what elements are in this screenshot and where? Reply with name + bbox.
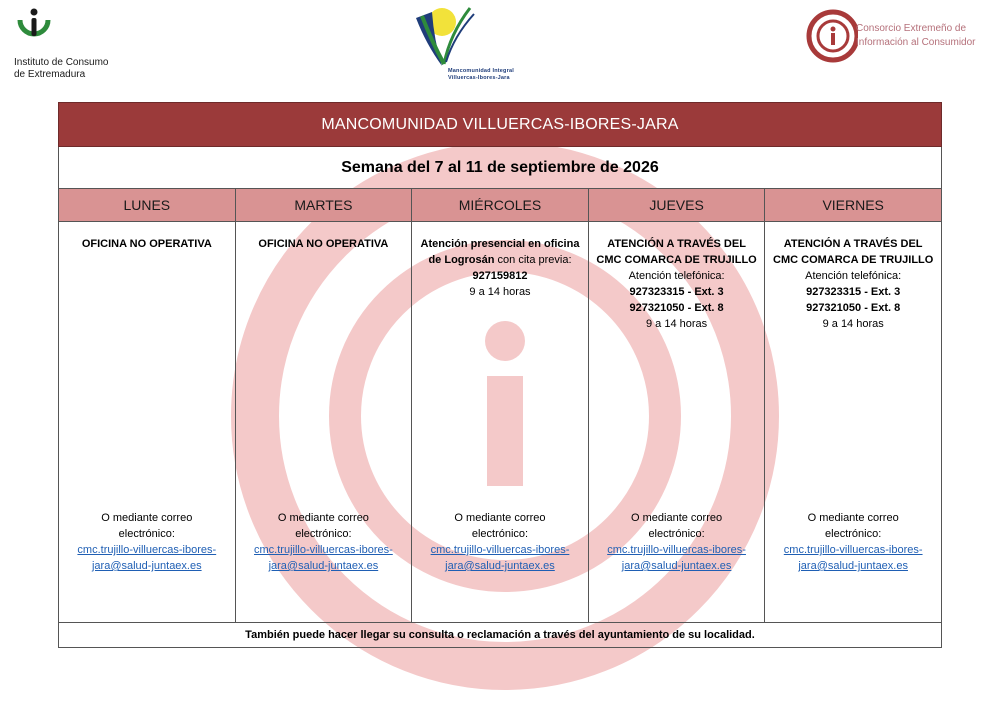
appointment-note: con cita previa: bbox=[494, 254, 572, 266]
mancomunidad-logo-line1: Mancomunidad Integral bbox=[448, 68, 514, 74]
email-contact bbox=[769, 510, 937, 574]
office-status: OFICINA NO OPERATIVA bbox=[258, 238, 389, 250]
consorcio-logo-line2: Información al Consumidor bbox=[856, 37, 976, 48]
week-label: Semana del 7 al 11 de septiembre de 2026 bbox=[58, 147, 942, 188]
office-hours: 9 a 14 horas bbox=[822, 318, 884, 330]
email-intro-2: electrónico: bbox=[295, 528, 352, 540]
service-label: ATENCIÓN A TRAVÉS DEL CMC COMARCA DE TRUJILLO bbox=[773, 238, 934, 266]
email-link[interactable] bbox=[63, 542, 231, 574]
day-header-miercoles: MIÉRCOLES bbox=[411, 189, 588, 221]
consorcio-emblem-icon bbox=[806, 8, 858, 64]
in-person-label: Atención presencial en oficina de Logrosán bbox=[420, 238, 580, 266]
email-link-line2[interactable]: jara@salud-juntaex.es bbox=[91, 560, 202, 572]
email-link-line2[interactable]: jara@salud-juntaex.es bbox=[268, 560, 379, 572]
email-link-line2[interactable]: jara@salud-juntaex.es bbox=[798, 560, 908, 572]
day-cell-lunes bbox=[59, 222, 235, 622]
instituto-logo-line2: de Extremadura bbox=[14, 69, 86, 80]
email-contact bbox=[593, 510, 761, 574]
day-header-viernes: VIERNES bbox=[764, 189, 941, 221]
phone-number-2: 927321050 - Ext. 8 bbox=[806, 302, 901, 314]
email-link-line1[interactable]: cmc.trujillo-villuercas-ibores- bbox=[430, 544, 570, 556]
email-intro-1: O mediante correo bbox=[631, 512, 723, 524]
phone-label: Atención telefónica: bbox=[805, 270, 902, 282]
phone-number: 927159812 bbox=[472, 270, 528, 282]
email-contact bbox=[63, 510, 231, 574]
instituto-consumo-logo bbox=[14, 6, 144, 81]
email-intro-2: electrónico: bbox=[825, 528, 882, 540]
schedule-title: MANCOMUNIDAD VILLUERCAS-IBORES-JARA bbox=[58, 102, 942, 147]
days-header bbox=[58, 188, 942, 222]
day-cell-jueves bbox=[588, 222, 765, 622]
email-intro-2: electrónico: bbox=[471, 528, 529, 540]
day-cell-miercoles bbox=[411, 222, 588, 622]
phone-number-1: 927323315 - Ext. 3 bbox=[806, 286, 901, 298]
office-hours: 9 a 14 horas bbox=[469, 286, 531, 298]
email-intro-2: electrónico: bbox=[118, 528, 175, 540]
email-intro-1: O mediante correo bbox=[807, 512, 899, 524]
email-link[interactable] bbox=[240, 542, 408, 574]
service-label: ATENCIÓN A TRAVÉS DEL CMC COMARCA DE TRUJILLO bbox=[596, 238, 757, 266]
email-link-line1[interactable]: cmc.trujillo-villuercas-ibores- bbox=[607, 544, 746, 556]
day-header-jueves: JUEVES bbox=[588, 189, 765, 221]
instituto-consumo-emblem-icon bbox=[14, 6, 54, 50]
day-cell-martes bbox=[235, 222, 412, 622]
email-link-line1[interactable]: cmc.trujillo-villuercas-ibores- bbox=[783, 544, 923, 556]
email-link-line2[interactable]: jara@salud-juntaex.es bbox=[445, 560, 555, 572]
mancomunidad-logo bbox=[412, 4, 562, 84]
mancomunidad-logo-line2: Villuercas-Ibores-Jara bbox=[448, 75, 510, 81]
email-link-line2[interactable]: jara@salud-juntaex.es bbox=[621, 560, 732, 572]
email-link[interactable] bbox=[416, 542, 584, 574]
email-intro-1: O mediante correo bbox=[101, 512, 193, 524]
mancomunidad-emblem-icon bbox=[412, 4, 562, 68]
email-contact bbox=[240, 510, 408, 574]
email-intro-1: O mediante correo bbox=[454, 512, 546, 524]
email-link[interactable] bbox=[593, 542, 761, 574]
email-intro-1: O mediante correo bbox=[277, 512, 369, 524]
email-intro-2: electrónico: bbox=[648, 528, 705, 540]
day-header-martes: MARTES bbox=[235, 189, 412, 221]
footer-note: También puede hacer llegar su consulta o reclamación a través del ayuntamiento de su localidad. bbox=[58, 622, 942, 648]
schedule-body bbox=[58, 222, 942, 622]
schedule-table bbox=[58, 102, 942, 648]
instituto-logo-line1: Instituto de Consumo bbox=[14, 57, 109, 68]
office-status: OFICINA NO OPERATIVA bbox=[81, 238, 212, 250]
phone-label: Atención telefónica: bbox=[628, 270, 725, 282]
office-hours: 9 a 14 horas bbox=[646, 318, 708, 330]
phone-number-2: 927321050 - Ext. 8 bbox=[629, 302, 724, 314]
email-link[interactable] bbox=[769, 542, 937, 574]
phone-number-1: 927323315 - Ext. 3 bbox=[629, 286, 724, 298]
email-contact bbox=[416, 510, 584, 574]
in-person-info bbox=[418, 236, 582, 268]
email-link-line1[interactable]: cmc.trujillo-villuercas-ibores- bbox=[77, 544, 217, 556]
day-cell-viernes bbox=[764, 222, 941, 622]
consorcio-logo-line1: Consorcio Extremeño de bbox=[856, 23, 967, 34]
email-link-line1[interactable]: cmc.trujillo-villuercas-ibores- bbox=[254, 544, 393, 556]
consorcio-logo bbox=[806, 8, 996, 64]
day-header-lunes: LUNES bbox=[123, 197, 171, 213]
